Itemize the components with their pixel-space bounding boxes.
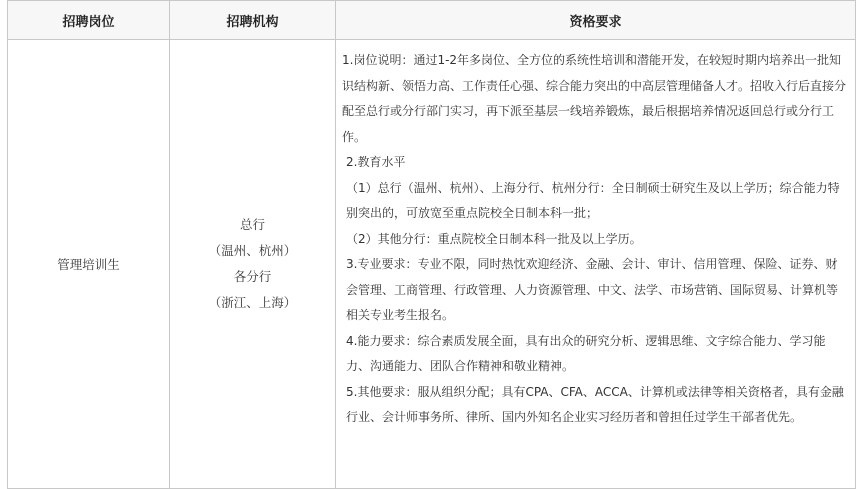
org-line-branch-regions: （浙江、上海） — [208, 295, 297, 310]
requirement-ability: 4.能力要求：综合素质发展全面，具有出众的研究分析、逻辑思维、文字综合能力、学习能力、沟通能力、团队合作精神和敬业精神。 — [346, 333, 826, 373]
table-row — [8, 40, 856, 489]
organization-cell — [170, 40, 336, 489]
requirements-cell — [336, 40, 856, 489]
requirement-major: 3.专业要求：专业不限，同时热忱欢迎经济、金融、会计、审计、信用管理、保险、证券、财会管理、工商管理、行政管理、人力资源管理、中文、法学、市场营销、国际贸易、计算机等相关专业考生报名。 — [346, 257, 839, 322]
requirement-education-title: 2.教育水平 — [346, 155, 406, 169]
header-requirements: 资格要求 — [336, 1, 856, 40]
requirement-education-head-office: （1）总行（温州、杭州）、上海分行、杭州分行：全日制硕士研究生及以上学历；综合能力特别突出的，可放宽至重点院校全日制本科一批； — [346, 180, 840, 220]
recruitment-table — [7, 0, 856, 489]
requirement-other: 5.其他要求：服从组织分配；具有CPA、CFA、ACCA、计算机或法律等相关资格者，具有金融行业、会计师事务所、律所、国内外知名企业实习经历者和曾担任过学生干部者优先。 — [346, 384, 844, 424]
org-line-branches: 各分行 — [233, 269, 272, 284]
header-organization: 招聘机构 — [170, 1, 336, 40]
header-row — [8, 1, 856, 40]
header-position: 招聘岗位 — [8, 1, 170, 40]
org-line-head-office: 总行 — [239, 217, 265, 232]
requirement-education-other-branches: （2）其他分行：重点院校全日制本科一批及以上学历。 — [346, 231, 642, 246]
org-line-head-office-cities: （温州、杭州） — [208, 243, 297, 258]
requirement-job-description: 1.岗位说明：通过1-2年多岗位、全方位的系统性培训和潜能开发，在较短时期内培养出一批知识结构新、领悟力高、工作责任心强、综合能力突出的中高层管理储备人才。招收入行后直接分配至总行或分行部门实习，再下派至基层一线培养锻炼，最后根据培养情况返回总行或分行工作。 — [342, 53, 847, 144]
position-cell: 管理培训生 — [8, 40, 170, 489]
